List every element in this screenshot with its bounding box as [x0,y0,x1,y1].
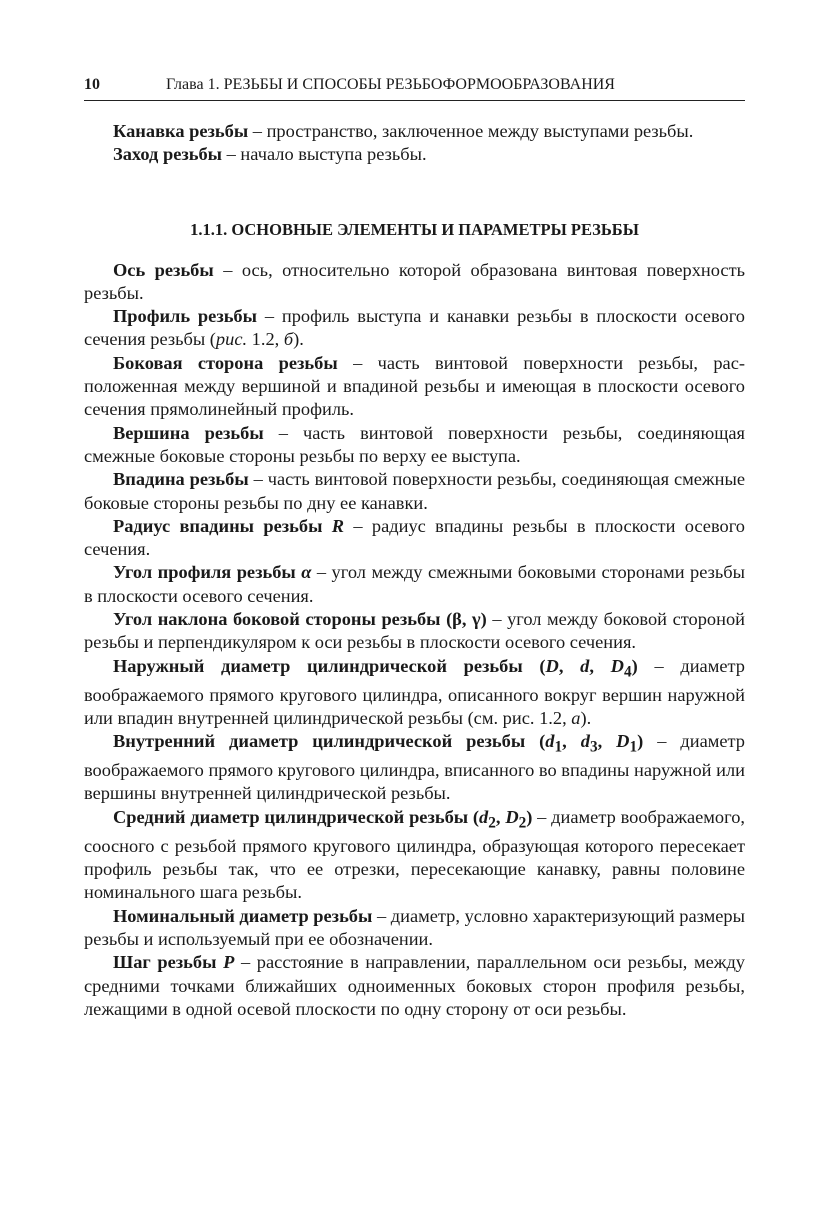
figure-ref: рис. [215,329,248,350]
term: Радиус впадины резьбы [113,515,332,536]
term: Впадина резьбы [113,469,249,490]
definition-thread-groove [84,120,745,143]
definition-text: – диаметр воображаемого прямого кругового цилиндра, описанного вокруг вершин наружной или впадин внутренней цилиндрической резьбы (см. рис. 1.2, [84,655,745,728]
definition-text-end: ). [580,707,592,728]
definition-text-end: ). [293,329,304,350]
term: Внутренний диаметр цилиндрической резьбы ($d_1$, $d_3$, $D_1$) [113,731,644,756]
page-number: 10 [84,76,100,93]
term: Боковая сторона резьбы [113,352,338,373]
running-header [84,76,745,101]
figure-ref-number: 1.2, [247,329,284,350]
definition-major-diameter [84,655,745,731]
definition-minor-diameter [84,730,745,806]
term: Наружный диаметр цилиндрической резьбы (D, d, $D_4$) [113,655,638,681]
definition-thread-start [84,143,745,166]
term: Канавка резьбы [113,121,249,141]
definition-flank-angle [84,608,745,655]
definition-text: – расстояние в направлении, параллельном оси резьбы, между средними точками ближайших одноименных боковых сторон профиля резьбы, лежащими в одной осевой плоскости по одну сторону от оси резьбы. [84,952,745,1019]
definition-text: – диаметр воображаемого, соосного с резьбой прямого кругового цилиндра, образующая которого пересекает профиль резьбы так, что ее отрезки, пересекающие канавку, равны половине номинального шага резьбы. [84,806,745,903]
figure-ref-letter: б [283,329,294,350]
definition-text: – пространство, заключенное между выступами резьбы. [248,121,694,141]
definition-text: – часть винтовой поверхности резьбы, соединяющая смежные боковые стороны резьбы по верху ее выступа. [84,422,745,466]
definition-pitch-diameter [84,806,745,905]
definition-root [84,468,745,515]
term: Шаг резьбы [113,952,224,973]
term: Угол профиля резьбы [113,562,302,583]
definition-crest [84,422,745,469]
definition-profile-angle [84,561,745,608]
symbol: R [331,515,345,536]
term: Номинальный диаметр резьбы [113,905,373,926]
definition-flank [84,352,745,422]
term: Вершина резьбы [113,422,264,443]
definition-profile [84,305,745,352]
chapter-title: Глава 1. РЕЗЬБЫ И СПОСОБЫ РЕЗЬБОФОРМООБРАЗОВАНИЯ [166,76,615,93]
definition-text: – диаметр воображаемого прямого кругового цилиндра, вписанного во впадины наружной или вершины внутренней цилиндрической резьбы. [84,731,745,804]
figure-ref-letter: а [571,707,581,728]
definition-pitch [84,951,745,1021]
definition-root-radius [84,515,745,562]
term: Средний диаметр цилиндрической резьбы ($d_2$, $D_2$) [113,806,533,832]
definition-text: – угол между смежными боковыми сторонами резьбы в плоскости осевого сечения. [84,562,745,606]
symbol: P [223,952,235,973]
term: Заход резьбы [113,144,223,165]
definition-text: – диаметр, условно характеризующий размеры резьбы и используемый при ее обозначении. [84,905,745,949]
definition-axis [84,259,745,306]
definition-text: – радиус впадины резьбы в плоскости осевого сечения. [84,515,745,560]
symbol: α [301,562,312,583]
definition-text: – профиль выступа и канавки резьбы в плоскости осевого сечения резьбы ( [84,306,746,350]
page [84,76,745,1021]
definition-text: – часть винтовой поверхности резьбы, расположенная между вершиной и впадиной резьбы и имеющая в плоскости осевого сечения прямолинейный профиль. [84,352,745,420]
term: Профиль резьбы [113,306,257,327]
term: Угол наклона боковой стороны резьбы (β, γ) [113,609,487,630]
definition-nominal-diameter [84,905,745,952]
definition-text: – ось, относительно которой образована винтовая поверхность резьбы. [84,259,746,303]
definition-text: – начало выступа резьбы. [222,144,427,165]
section-heading: 1.1.1. ОСНОВНЫЕ ЭЛЕМЕНТЫ И ПАРАМЕТРЫ РЕЗЬБЫ [190,219,639,239]
term: Ось резьбы [113,259,214,280]
definition-text: – часть винтовой поверхности резьбы, соединяющая смежные боковые стороны резьбы по дну ее канавки. [84,469,745,513]
definition-text: – угол между боковой стороной резьбы и перпендикуляром к оси резьбы в плоскости осевого сечения. [84,609,745,653]
